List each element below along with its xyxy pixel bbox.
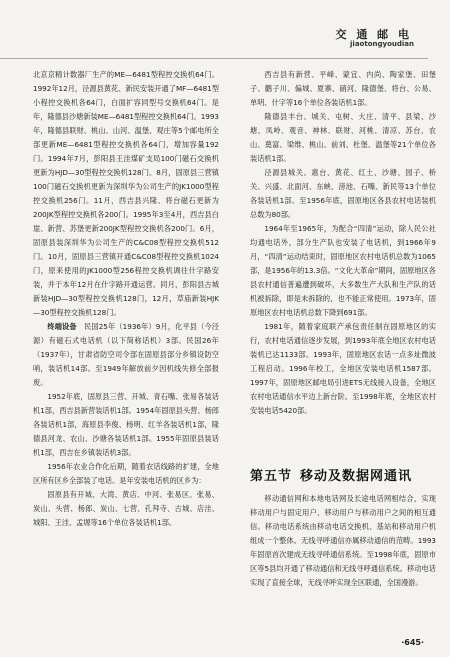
paragraph: 1981年，随着家庭联产承包责任制在固原地区的实行，农村电话通信逐步发展，到1993年底全地区农村电话装机已达1133部。1993年，固原地区农话一点多址微波工程启动。1996年校工，全地区安装电话机1587部。1997年，固原地区邮电局引进ETS无线接入设备，全地区农村电话通信水平边上新台阶。至1998年底，全地区农村安装电话5420部。: [250, 322, 436, 415]
page-header: [0, 0, 450, 62]
page-number: ·645·: [401, 638, 424, 647]
right-column-section-body: [250, 492, 436, 590]
paragraph: 隆德县丰台、城关、屯树、大庄、清平、县梁、沙塘、凤岭、观音、神林、联财、河桃、清凉、苏台、农山、奠富、梁维、桃山、前刘、杜堡、温堡等21个单位各装话机1部。: [250, 112, 436, 163]
paragraph: 泾源县城关、惠台、黄花、红土、沙塘、园子、桥关、兴盛、北面河、东峡、滂池、石嘴、新民等13个单位各装话机1部。至1956年底，固原地区各县农村电话装机总数为80部。: [250, 168, 436, 219]
paragraph-text: 民国25年（1936年）9月，化平县（今泾源）有磁石式电话机（以下简称话机）3部。民国26年（1937年），甘肃省防空司令部在固原县部分乡镇设防空哨，装话机14部。至1949年解放前夕因机线失修全部报废。: [33, 322, 219, 387]
header-rule: [0, 58, 428, 59]
header-subtitle: jiaotongyoudian: [350, 40, 414, 48]
section-title: 移动及数据网通讯: [300, 469, 413, 484]
right-column: [250, 68, 436, 418]
paragraph: 固原县有开城、大湾、黄店、中河、张易区、张易、炭山、头营、杨郎、炭山、七营、孔拜寺、古城、店洼、城阳、王洼、孟塬等16个单位各装话机1部。: [33, 490, 219, 527]
paragraph: 移动通信网和本地电话网及长途电话网相结合，实现移动用户与固定用户、移动用户与移动用户之间的相互通信。移动电话系统由移动电话交换机、基站和移动用户机组成一个整体。无线寻呼通信亦属移动通信的范畴。1993年固原首次建成无线寻呼通信系统。至1998年底，固原市区等5县均开通了移动通信和无线寻呼通信系统。移动电话实现了直接全球，无线寻呼实现全区联通，全国漫游。: [250, 494, 436, 587]
paragraph: [33, 320, 219, 390]
section-heading: [250, 465, 436, 484]
paragraph: 西吉县有新营、平峰、蒙宜、内尚、陶家堡、田堡子、鹳子川、偏城、夏寨、硝河、隆德堡、将台、公易、单明、什字等16个单位各装话机1部。: [250, 70, 436, 107]
paragraph: 1952年底，固原县三营、开城、青石嘴、张易各装话机1部，西吉县新营装话机1部。1954年固原县头营、杨郎各装话机1部，海原县李俊、杨明、红羊各装话机1部，隆德县河龙、农山、沙塘各装话机1部。1955年固原县装话机1部，西吉在乡镇装话机3部。: [33, 392, 219, 457]
paragraph: 1964年至1965年，为配合“四清”运动，除人民公社均通电话外，部分生产队也安装了电话机，到1966年9月，“四清”运动结束时，固原地区农村电话机总数为1065部，是1956年的13.3倍。“文化大革命”期间，固原地区各县农村通信普遍遭到破坏，大多数生产大队和生产队的话机被拆除，即是未拆除的，也不能正常使用。1973年，固原地区农村电话机总数下降到691部。: [250, 224, 436, 317]
left-column: [33, 68, 219, 530]
paragraph: 1956年农业合作化后期，随着农话线路的扩建，全地区所有区乡全部装了电话。是年安装电话机的区乡为：: [33, 462, 219, 485]
header-title: 交 通 邮 电: [335, 28, 412, 41]
paragraph-keyword: 终端设备: [47, 322, 77, 331]
section-number: 第五节: [250, 469, 293, 484]
paragraph: 北京京精计数器厂生产的ME—6481型程控交换机64门。1992年12月，泾源县黄花、新民安装开通了MF—6481型小程控交换机各64门，白面扩容同型号交换机64门。是年，隆德县沙塘新装ME—6481型程控交换机64门。1993年，隆德县联财、桃山、山河、温堡、观庄等5个邮电所全部更新ME—6481型程控交换机各64门，增加容量192门。1994年7月，彭阳县王洼煤矿支局100门磁石交换机更新为HJD—30型程控交换机128门。8月，固原县三营镇100门磁石交换机更新为深圳华为公司生产的JK1000型程控交换机256门。11月，西吉县兴隆、将台磁石更新为200JK型程控交换机各200门。1995年3至4月，西吉县白崖、新营、苏堡更新200JK型程控交换机各200门。6月，固原县装深圳华为公司生产的C&C08型程控交换机512门。10月，固原县三营镇开通C&C08型程控交换机1024门，原来使用的JK1000型256程控交换机调往什字路安装，并于本年12月在什字路开通运营。同月，彭阳县古城新装HJD—30型程控交换机128门，12月，草庙新装HJK—30型程控交换机128门。: [33, 70, 219, 317]
